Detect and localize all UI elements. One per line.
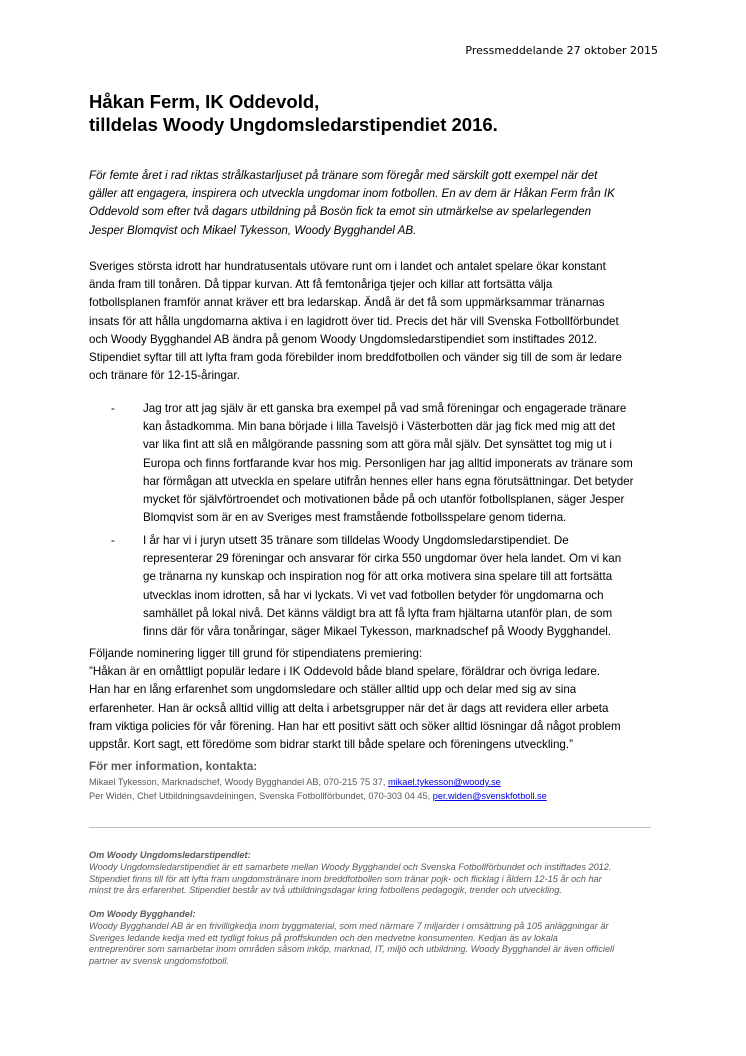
bullet-line: Jag tror att jag själv är ett ganska bra exempel på vad små föreningar och engagerade tränare — [143, 402, 627, 415]
about-heading: Om Woody Ungdomsledarstipendiet: — [89, 850, 251, 860]
about-heading: Om Woody Bygghandel: — [89, 909, 196, 919]
body-line: insats för att hålla ungdomarna aktiva i en lagidrott över tid. Precis det här vill Svenska Fotbollförbundet — [89, 314, 619, 328]
contact-line — [89, 777, 501, 787]
bullet-line: Europa och finns fortfarande kvar hos mig. Personligen har jag alltid imponerats av tränare som — [143, 456, 633, 470]
lead-line: Jesper Blomqvist och Mikael Tykesson, Woody Bygghandel AB. — [89, 223, 417, 237]
page-title — [89, 90, 669, 136]
release-date: Pressmeddelande 27 oktober 2015 — [465, 44, 658, 57]
contact-text: Mikael Tykesson, Marknadschef, Woody Bygghandel AB, 070-215 75 37, — [89, 777, 388, 787]
body-line: erfarenheter. Han är också alltid villig att delta i arbetsgrupper när det är dags att revidera eller arbeta — [89, 701, 609, 715]
lead-line: gäller att engagera, inspirera och utveckla ungdomar inom fotbollen. En av dem är Håkan Ferm från IK — [89, 187, 615, 201]
about-line: Woody Ungdomsledarstipendiet är ett samarbete mellan Woody Bygghandel och Svenska Fotbollförbundet och instiftades 2012. — [89, 862, 612, 872]
bullet-text — [143, 532, 673, 641]
about-line: minst tre års erfarenhet. Stipendiet består av två utbildningsdagar kring fotbollens pedagogik, trender och utveckling. — [89, 885, 562, 895]
section-divider — [89, 827, 651, 828]
lead-line: Oddevold som efter två dagars utbildning på Bosön fick ta emot sin utmärkelse av spelarlegenden — [89, 205, 592, 219]
body-line: Stipendiet syftar till att lyfta fram goda förebilder inom breddfotbollen och vänder sig till de som är ledare — [89, 351, 622, 365]
bullet-line: utvecklas inom idrotten, så har vi lyckats. Vi vet vad fotbollen betyder för ungdomarna och — [143, 588, 604, 602]
contact-email-link[interactable]: mikael.tykesson@woody.se — [387, 777, 501, 787]
about-line: Woody Bygghandel AB är en frivilligkedja inom byggmaterial, som med närmare 7 miljarder i omsättning på 105 anläggningar är — [89, 921, 609, 931]
body-paragraph — [89, 258, 674, 385]
title-line: tilldelas Woody Ungdomsledarstipendiet 2016. — [89, 114, 498, 135]
bullet-line: har förmågan att utveckla en spelare utifrån hennes eller hans egna förutsättningar. Det betyder — [143, 474, 634, 488]
about-text — [89, 862, 674, 897]
body-line: Följande nominering ligger till grund för stipendiatens premiering: — [89, 647, 423, 660]
bullet-marker: - — [111, 534, 115, 547]
bullet-line: Blomqvist som är en av Sveriges mest framstående fotbollsspelare genom tiderna. — [143, 511, 567, 525]
body-line: ända fram till tonåren. Då tippar kurvan. Att få femtonåriga tjejer och killar att fortsätta välja — [89, 278, 553, 292]
body-line: fotbollsplanen framför annat kräver ett bra ledarskap. Ändå är det få som uppmärksammar tränarnas — [89, 296, 605, 310]
title-line: Håkan Ferm, IK Oddevold, — [89, 91, 320, 112]
body-line: Sveriges största idrott har hundratusentals utövare runt om i landet och antalet spelare ökar konstant — [89, 260, 606, 273]
contact-line — [89, 791, 547, 801]
contact-email-link[interactable]: per.widen@svenskfotboll.se — [432, 791, 547, 801]
bullet-line: representerar 29 föreningar och ansvarar för cirka 550 ungdomar över hela landet. Om vi kan — [143, 552, 622, 566]
body-line: uppstår. Kort sagt, ett föredöme som bidrar starkt till både spelare och föreningens utveckling.” — [89, 738, 573, 752]
about-line: Stipendiet finns till för att lyfta fram ungdomstränare inom breddfotbollen som tränar pojk- och flicklag i åldern 12-15 år och har — [89, 873, 602, 884]
body-line: och Woody Bygghandel AB ändra på genom Woody Ungdomsledarstipendiet som instiftades 2012. — [89, 332, 598, 346]
nomination-paragraph — [89, 645, 674, 754]
about-text — [89, 921, 674, 967]
body-line: ”Håkan är en omåttligt populär ledare i IK Oddevold både bland spelare, föräldrar och övriga ledare. — [89, 665, 601, 679]
contacts-heading: För mer information, kontakta: — [89, 760, 258, 773]
bullet-line: kan åstadkomma. Min bana började i lilla Tavelsjö i Västerbotten där jag fick med mig att det — [143, 420, 616, 434]
body-line: och tränare för 12-15-åringar. — [89, 369, 240, 383]
bullet-line: mycket för självförtroendet och motivationen både på och utanför fotbollsplanen, säger Jesper — [143, 493, 625, 507]
about-line: partner av svensk ungdomsfotboll. — [89, 955, 229, 966]
lead-line: För femte året i rad riktas strålkastarljuset på tränare som föregår med särskilt gott exempel när det — [89, 169, 598, 182]
body-line: Han har en lång erfarenhet som ungdomsledare och ställer alltid upp och delar med sig av sina — [89, 683, 577, 697]
contact-text: Per Widén, Chef Utbildningsavdelningen, Svenska Fotbollförbundet, 070-303 04 45, — [89, 791, 433, 801]
body-line: fram viktiga policies för vår förening. Han har ett positivt sätt och söker alltid lösningar då något problem — [89, 719, 621, 733]
bullet-line: finns där för våra tonåringar, säger Mikael Tykesson, marknadschef på Woody Bygghandel. — [143, 625, 612, 639]
bullet-line: samhället på lokal nivå. Det känns väldigt bra att få lyfta fram hjältarna utanför plan, de som — [143, 606, 613, 620]
lead-paragraph — [89, 167, 674, 240]
bullet-marker: - — [111, 402, 115, 415]
about-line: entreprenörer som samarbetar inom områden såsom inköp, marknad, IT, miljö och utbildning. Woody Bygghandel är även officiell — [89, 944, 615, 954]
bullet-line: var lika fint att slå en målgörande passning som att göra mål själv. Det synsättet tog mig ut i — [143, 438, 612, 452]
about-line: Sveriges ledande kedja med ett tydligt fokus på proffskunden och den medvetne konsumenten. Kedjan äs av lokala — [89, 932, 558, 943]
bullet-line: I år har vi i juryn utsett 35 tränare som tilldelas Woody Ungdomsledarstipendiet. De — [143, 534, 569, 547]
bullet-text — [143, 400, 673, 527]
bullet-line: ge tränarna ny kunskap och inspiration nog för att orka motivera sina spelare till att fortsätta — [143, 570, 613, 584]
